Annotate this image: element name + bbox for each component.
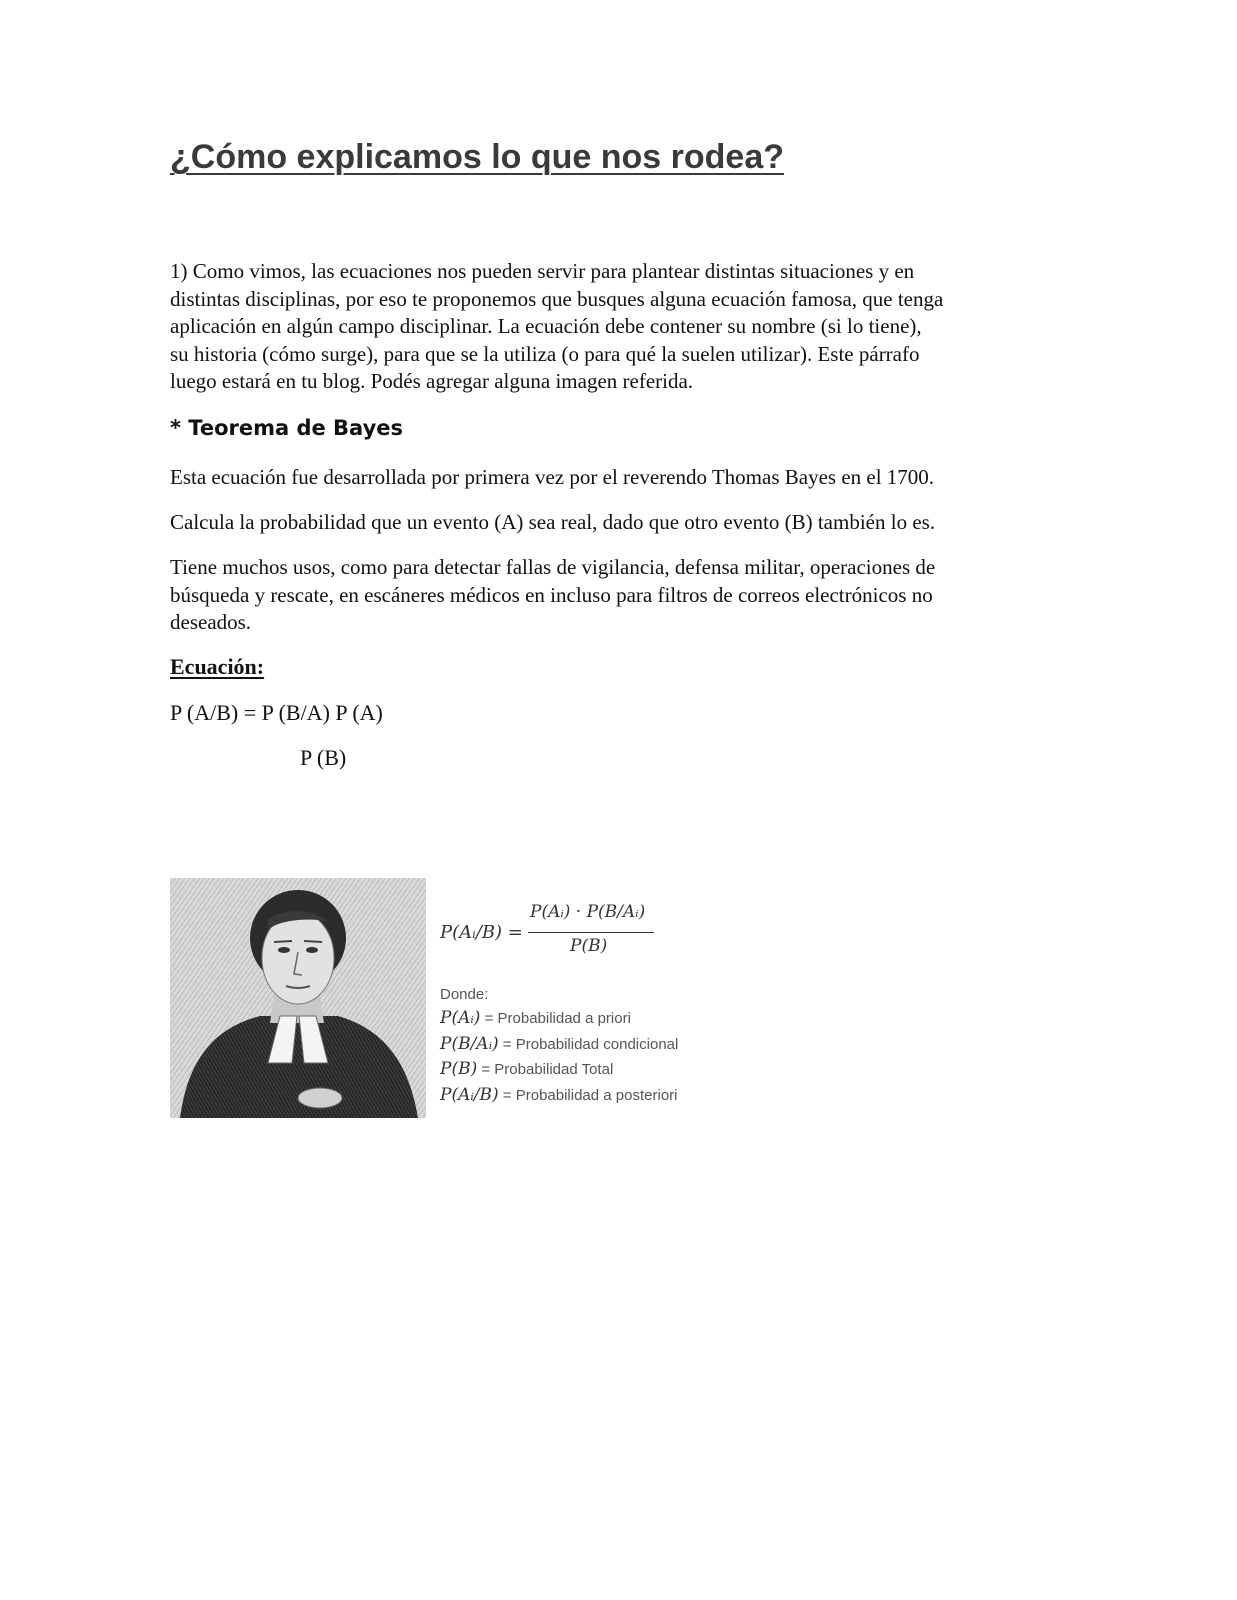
bayes-formula-figure	[438, 896, 708, 1118]
thomas-bayes-portrait	[170, 878, 426, 1118]
definition-item	[440, 1008, 678, 1034]
history-paragraph	[170, 464, 1070, 492]
definition-item	[440, 1085, 678, 1111]
history-text: Esta ecuación fue desarrollada por primera vez por el reverendo Thomas Bayes en el 1700.	[170, 465, 935, 489]
uses-line: deseados.	[170, 610, 252, 634]
formula-lhs: P(Aᵢ/B) =	[440, 922, 523, 943]
intro-line: 1) Como vimos, las ecuaciones nos pueden servir para plantear distintas situaciones y en	[170, 259, 915, 283]
intro-line: aplicación en algún campo disciplinar. La ecuación debe contener su nombre (si lo tiene),	[170, 314, 922, 338]
definition-text: = Probabilidad a posteriori	[502, 1086, 678, 1104]
formula-numerator: P(Aᵢ) · P(B/Aᵢ)	[530, 902, 646, 922]
intro-paragraph	[170, 258, 1070, 396]
equation-denominator: P (B)	[300, 745, 347, 770]
fraction-bar	[528, 932, 654, 933]
bayes-formula	[438, 896, 708, 966]
definition-item	[440, 1059, 678, 1085]
page-title: ¿Cómo explicamos lo que nos rodea?	[170, 138, 784, 176]
definitions-list	[440, 1008, 678, 1110]
intro-line: luego estará en tu blog. Podés agregar alguna imagen referida.	[170, 369, 694, 393]
uses-line: búsqueda y rescate, en escáneres médicos en incluso para filtros de correos electrónicos no	[170, 582, 933, 607]
definition-symbol: P(B/Aᵢ)	[440, 1033, 499, 1054]
definition-text: = Probabilidad a priori	[484, 1010, 631, 1027]
definition-text: = Probabilidad condicional	[502, 1035, 679, 1053]
section-heading: * Teorema de Bayes	[170, 416, 404, 440]
definition-item	[440, 1034, 678, 1060]
intro-line: su historia (cómo surge), para que se la utiliza (o para qué la suelen utilizar). Este párrafo	[170, 341, 920, 366]
definition-symbol: P(Aᵢ)	[440, 1008, 481, 1028]
definition-symbol: P(Aᵢ/B)	[440, 1084, 499, 1105]
definition-symbol: P(B)	[440, 1059, 478, 1079]
uses-line: Tiene muchos usos, como para detectar fallas de vigilancia, defensa militar, operaciones de	[170, 555, 936, 579]
equation-numerator: P (A/B) = P (B/A) P (A)	[170, 700, 383, 725]
uses-paragraph	[170, 554, 1070, 637]
equation-label: Ecuación:	[170, 654, 265, 679]
intro-line: distintas disciplinas, por eso te proponemos que busques alguna ecuación famosa, que tenga	[170, 286, 944, 311]
definition-text: = Probabilidad Total	[481, 1061, 614, 1078]
donde-label: Donde:	[440, 986, 489, 1003]
calc-paragraph	[170, 509, 1070, 537]
portrait-illustration	[170, 878, 426, 1118]
calc-text: Calcula la probabilidad que un evento (A) sea real, dado que otro evento (B) también lo es.	[170, 510, 936, 534]
formula-denominator: P(B)	[570, 936, 608, 956]
